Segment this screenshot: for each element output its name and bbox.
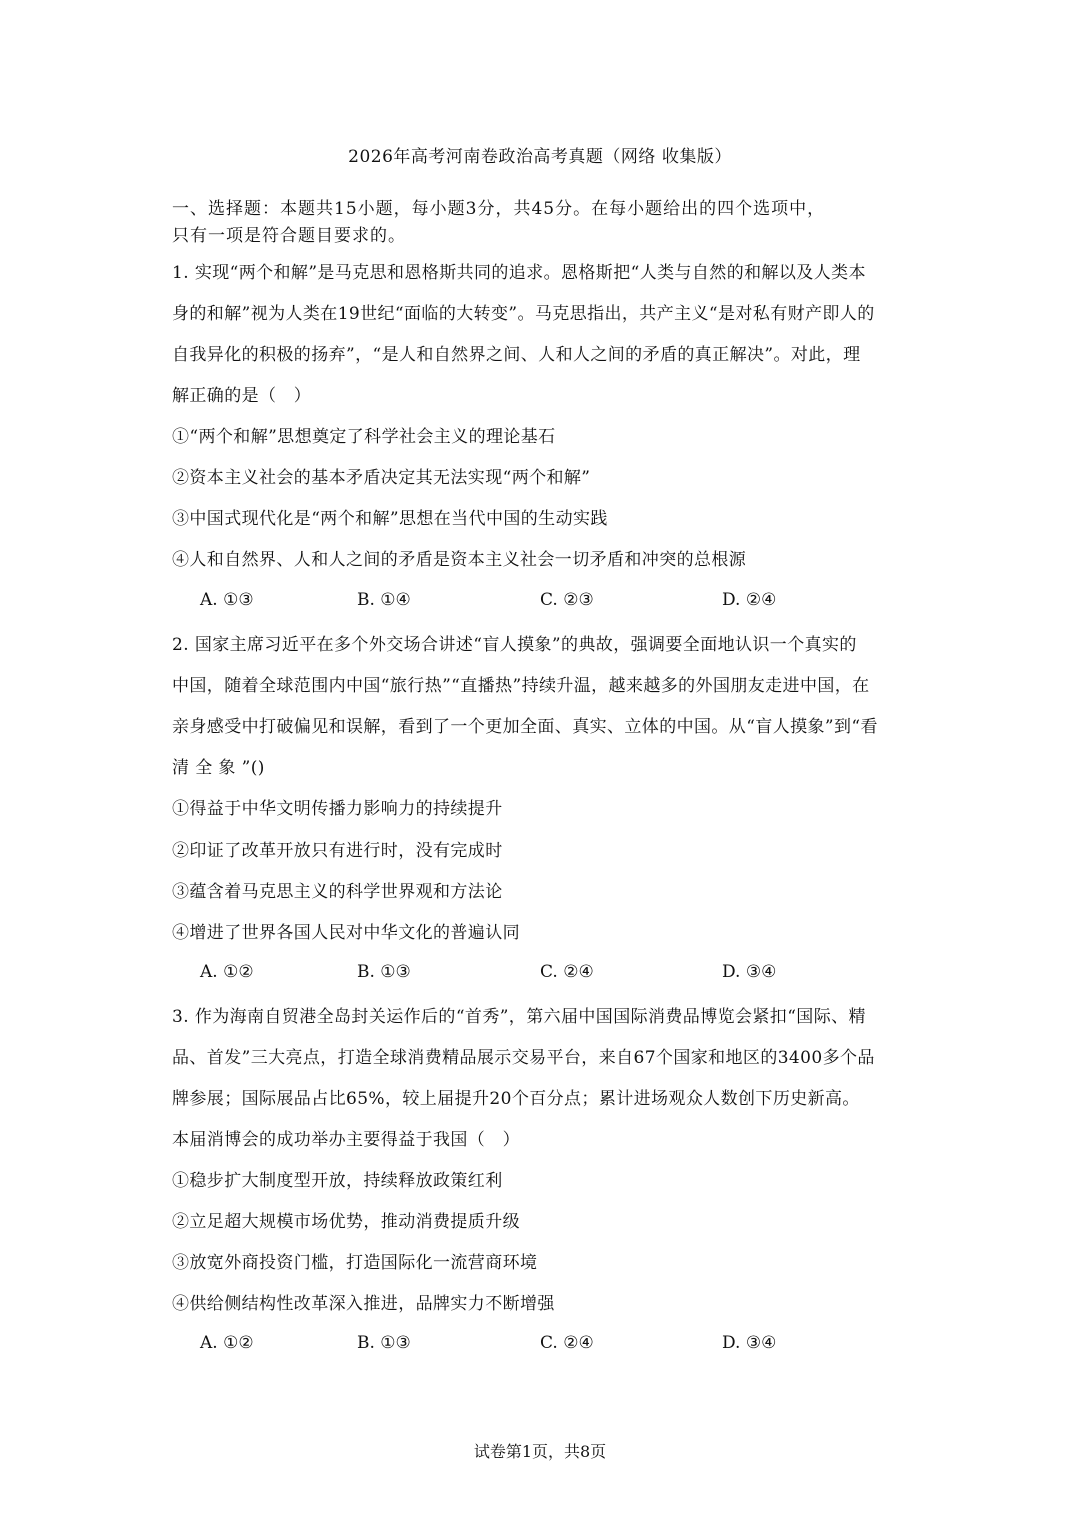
option-b: B. ①④ xyxy=(357,590,411,610)
question-1-stem-line: 自我异化的积极的扬弃”，“是人和自然界之间、人和人之间的矛盾的真正解决”。对此，理 xyxy=(172,345,861,365)
option-c: C. ②④ xyxy=(540,1333,594,1353)
question-1-statement: ④人和自然界、人和人之间的矛盾是资本主义社会一切矛盾和冲突的总根源 xyxy=(172,550,747,570)
question-2-stem-line: 清 全 象 ”() xyxy=(172,758,265,778)
question-2-stem-line: 2. 国家主席习近平在多个外交场合讲述“盲人摸象”的典故，强调要全面地认识一个真实的 xyxy=(172,635,857,655)
question-3-statement: ②立足超大规模市场优势，推动消费提质升级 xyxy=(172,1212,520,1232)
section-instructions-line: 只有一项是符合题目要求的。 xyxy=(172,226,406,246)
section-instructions xyxy=(172,196,912,250)
question-2-stem-line: 亲身感受中打破偏见和误解，看到了一个更加全面、真实、立体的中国。从“盲人摸象”到“看 xyxy=(172,717,878,737)
page-title: 2026年高考河南卷政治高考真题（网络 收集版） xyxy=(348,147,732,167)
question-3-statement: ①稳步扩大制度型开放，持续释放政策红利 xyxy=(172,1171,503,1191)
question-1-statement: ②资本主义社会的基本矛盾决定其无法实现“两个和解” xyxy=(172,468,591,488)
option-a: A. ①③ xyxy=(200,590,254,610)
question-2-statement: ③蕴含着马克思主义的科学世界观和方法论 xyxy=(172,882,503,902)
question-1-stem-line: 身的和解”视为人类在19世纪“面临的大转变”。马克思指出，共产主义“是对私有财产即人的 xyxy=(172,304,875,324)
option-d: D. ③④ xyxy=(722,962,777,982)
section-instructions-line: 一、选择题：本题共15小题，每小题3分，共45分。在每小题给出的四个选项中， xyxy=(172,199,826,219)
question-1-stem-line: 解正确的是（ ） xyxy=(172,386,312,406)
page-footer: 试卷第1页，共8页 xyxy=(473,1442,607,1461)
question-1-stem-line: 1. 实现“两个和解”是马克思和恩格斯共同的追求。恩格斯把“人类与自然的和解以及人类本 xyxy=(172,263,866,283)
option-b: B. ①③ xyxy=(357,962,411,982)
question-2-statement: ④增进了世界各国人民对中华文化的普遍认同 xyxy=(172,923,520,943)
option-c: C. ②③ xyxy=(540,590,594,610)
question-2-statement: ①得益于中华文明传播力影响力的持续提升 xyxy=(172,799,503,819)
question-3-stem-line: 本届消博会的成功举办主要得益于我国（ ） xyxy=(172,1130,520,1150)
question-2-statement: ②印证了改革开放只有进行时，没有完成时 xyxy=(172,841,503,861)
option-b: B. ①③ xyxy=(357,1333,411,1353)
question-3-stem-line: 品、首发”三大亮点，打造全球消费精品展示交易平台，来自67个国家和地区的3400多个品 xyxy=(172,1048,875,1068)
question-2-stem-line: 中国，随着全球范围内中国“旅行热”“直播热”持续升温，越来越多的外国朋友走进中国，在 xyxy=(172,676,870,696)
question-1-statement: ①“两个和解”思想奠定了科学社会主义的理论基石 xyxy=(172,427,556,447)
option-d: D. ②④ xyxy=(722,590,777,610)
option-a: A. ①② xyxy=(200,1333,254,1353)
option-a: A. ①② xyxy=(200,962,254,982)
option-d: D. ③④ xyxy=(722,1333,777,1353)
option-c: C. ②④ xyxy=(540,962,594,982)
question-3-stem-line: 牌参展；国际展品占比65%，较上届提升20个百分点；累计进场观众人数创下历史新高。 xyxy=(172,1089,860,1109)
question-3-stem-line: 3. 作为海南自贸港全岛封关运作后的“首秀”，第六届中国国际消费品博览会紧扣“国际、精 xyxy=(172,1007,866,1027)
question-3-statement: ④供给侧结构性改革深入推进，品牌实力不断增强 xyxy=(172,1294,555,1314)
question-3-statement: ③放宽外商投资门槛，打造国际化一流营商环境 xyxy=(172,1253,538,1273)
question-1-statement: ③中国式现代化是“两个和解”思想在当代中国的生动实践 xyxy=(172,509,608,529)
